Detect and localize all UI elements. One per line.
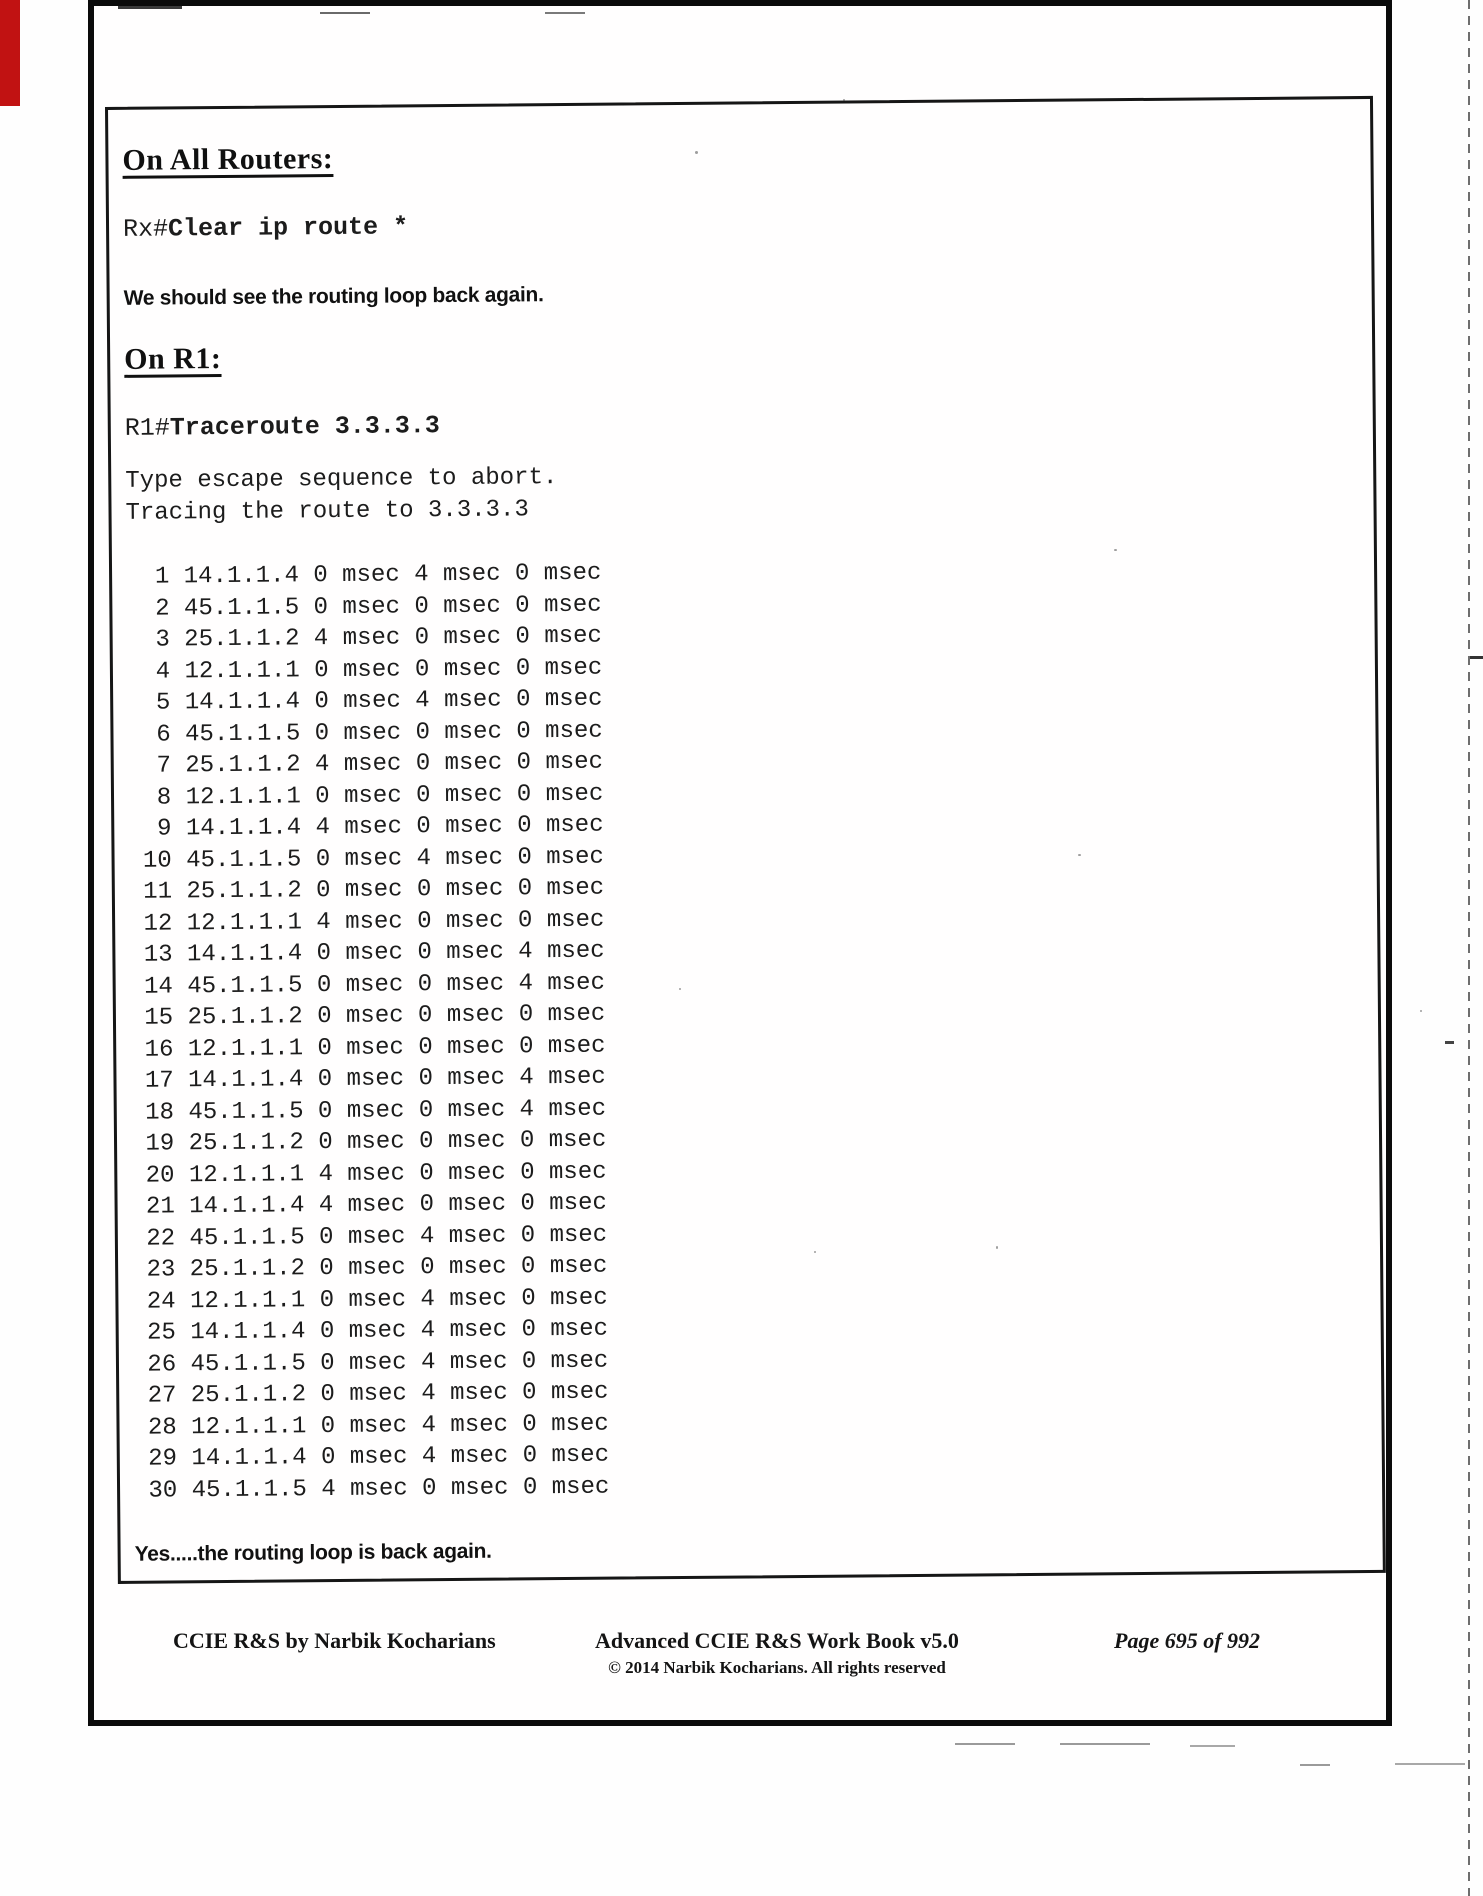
trace-hop-line: 11 25.1.1.2 0 msec 0 msec 0 msec	[128, 874, 605, 906]
footer-author: CCIE R&S by Narbik Kocharians	[173, 1628, 496, 1653]
scan-speck	[996, 1246, 998, 1249]
traceroute-intro-line2: Tracing the route to 3.3.3.3	[125, 496, 529, 527]
trace-hop-line: 4 12.1.1.1 0 msec 0 msec 0 msec	[126, 654, 603, 686]
note-loop-confirmed: Yes.....the routing loop is back again.	[134, 1539, 492, 1566]
trace-hop-line: 10 45.1.1.5 0 msec 4 msec 0 msec	[128, 843, 604, 875]
trace-hop-line: 27 25.1.1.2 0 msec 4 msec 0 msec	[133, 1378, 609, 1410]
footer-book-title: Advanced CCIE R&S Work Book v5.0	[595, 1628, 959, 1653]
trace-hop-line: 22 45.1.1.5 0 msec 4 msec 0 msec	[131, 1221, 608, 1253]
scan-artifact-dash	[1060, 1743, 1150, 1745]
section-heading-r1: On R1:	[124, 341, 222, 376]
scan-artifact-dash	[1470, 656, 1483, 659]
trace-hop-line: 15 25.1.1.2 0 msec 0 msec 0 msec	[129, 1000, 606, 1032]
scan-speck	[695, 151, 698, 154]
scan-artifact-dash	[545, 12, 585, 14]
traceroute-intro-line1: Type escape sequence to abort.	[125, 464, 558, 495]
scan-artifact-dash	[1300, 1764, 1330, 1766]
scan-speck	[1420, 1010, 1422, 1012]
traceroute-intro	[125, 455, 1354, 530]
command-clear-ip-route	[123, 204, 1351, 245]
trace-hop-line: 29 14.1.1.4 0 msec 4 msec 0 msec	[133, 1441, 610, 1473]
trace-hop-line: 28 12.1.1.1 0 msec 4 msec 0 msec	[133, 1410, 609, 1442]
trace-hop-line: 20 12.1.1.1 4 msec 0 msec 0 msec	[131, 1158, 607, 1190]
trace-hop-line: 8 12.1.1.1 0 msec 0 msec 0 msec	[127, 780, 604, 812]
trace-hop-line: 1 14.1.1.4 0 msec 4 msec 0 msec	[125, 559, 602, 591]
footer-copyright: © 2014 Narbik Kocharians. All rights reserved	[608, 1658, 946, 1677]
trace-hop-line: 9 14.1.1.4 4 msec 0 msec 0 msec	[128, 811, 604, 843]
trace-hop-line: 12 12.1.1.1 4 msec 0 msec 0 msec	[129, 906, 605, 938]
scan-artifact-dash	[320, 12, 370, 14]
trace-hop-line: 6 45.1.1.5 0 msec 0 msec 0 msec	[127, 717, 603, 749]
note-expect-loop: We should see the routing loop back again.	[123, 283, 544, 310]
trace-hop-line: 18 45.1.1.5 0 msec 0 msec 4 msec	[130, 1095, 607, 1127]
trace-hop-line: 7 25.1.1.2 4 msec 0 msec 0 msec	[127, 748, 604, 780]
trace-hop-line: 16 12.1.1.1 0 msec 0 msec 0 msec	[130, 1032, 606, 1064]
scan-artifact-dash	[955, 1743, 1015, 1745]
trace-hop-line: 3 25.1.1.2 4 msec 0 msec 0 msec	[126, 622, 603, 654]
scan-artifact-dash	[1190, 1745, 1235, 1747]
trace-hop-line: 23 25.1.1.2 0 msec 0 msec 0 msec	[132, 1252, 608, 1284]
command-traceroute	[125, 403, 1353, 444]
trace-hop-line: 25 14.1.1.4 0 msec 4 msec 0 msec	[132, 1315, 609, 1347]
traceroute-hops	[126, 551, 1362, 1507]
footer-page-number: Page 695 of 992	[1114, 1628, 1261, 1653]
page-frame	[88, 0, 1392, 1726]
trace-hop-line: 19 25.1.1.2 0 msec 0 msec 0 msec	[130, 1126, 607, 1158]
scan-artifact-dash	[118, 6, 182, 9]
scan-artifact-red-strip	[0, 0, 20, 106]
scan-speck	[1114, 549, 1117, 551]
footer-book-info	[577, 1628, 977, 1678]
trace-hop-line: 17 14.1.1.4 0 msec 0 msec 4 msec	[130, 1063, 606, 1095]
scan-speck	[679, 988, 681, 990]
scan-speck	[843, 99, 845, 101]
trace-hop-line: 26 45.1.1.5 0 msec 4 msec 0 msec	[132, 1347, 609, 1379]
trace-hop-line: 24 12.1.1.1 0 msec 4 msec 0 msec	[132, 1284, 608, 1316]
trace-hop-line: 14 45.1.1.5 0 msec 0 msec 4 msec	[129, 969, 606, 1001]
content-box	[105, 96, 1386, 1584]
cli-prompt-rx: Rx#	[122, 214, 169, 244]
scan-artifact-dashed-edge	[1468, 0, 1470, 1896]
cli-command-text: Traceroute 3.3.3.3	[169, 411, 440, 443]
trace-hop-line: 13 14.1.1.4 0 msec 0 msec 4 msec	[129, 937, 605, 969]
section-heading-all-routers: On All Routers:	[122, 142, 334, 177]
scan-speck	[1078, 854, 1081, 856]
cli-prompt-r1: R1#	[124, 413, 170, 443]
trace-hop-line: 2 45.1.1.5 0 msec 0 msec 0 msec	[126, 591, 602, 623]
trace-hop-line: 30 45.1.1.5 4 msec 0 msec 0 msec	[133, 1473, 610, 1505]
scan-speck	[814, 1251, 816, 1253]
scan-artifact-dash	[1395, 1763, 1465, 1765]
trace-hop-line: 21 14.1.1.4 4 msec 0 msec 0 msec	[131, 1189, 607, 1221]
cli-command-text: Clear ip route *	[167, 212, 409, 244]
scan-artifact-dash	[1445, 1041, 1454, 1044]
trace-hop-line: 5 14.1.1.4 0 msec 4 msec 0 msec	[127, 685, 603, 717]
